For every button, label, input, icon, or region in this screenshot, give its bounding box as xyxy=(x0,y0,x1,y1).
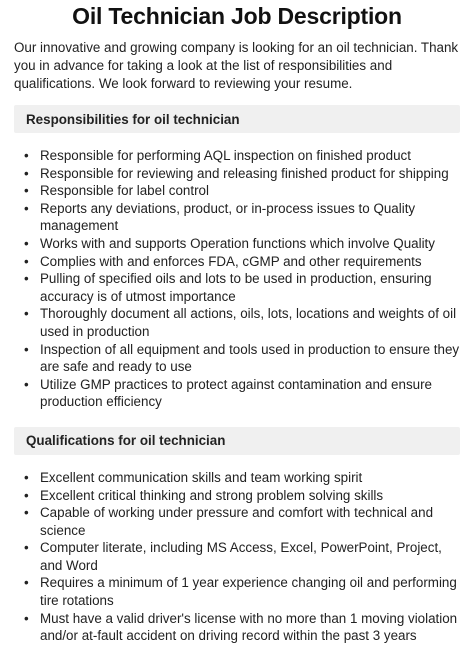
list-item-text: Works with and supports Operation functions which involve Quality xyxy=(40,235,435,251)
bullet-icon: • xyxy=(24,487,29,503)
bullet-icon: • xyxy=(24,376,29,392)
list-item xyxy=(14,305,460,340)
list-item xyxy=(14,341,460,376)
responsibilities-list xyxy=(14,147,460,411)
bullet-icon: • xyxy=(24,183,29,199)
list-item-text: Thoroughly document all actions, oils, lots, locations and weights of oil used in production xyxy=(40,306,457,339)
list-item xyxy=(14,182,460,200)
bullet-icon: • xyxy=(24,469,29,485)
bullet-icon: • xyxy=(24,148,29,163)
list-item-text: Utilize GMP practices to protect against contamination and ensure production efficiency xyxy=(40,376,433,410)
list-item-text: Excellent critical thinking and strong problem solving skills xyxy=(40,487,384,503)
bullet-icon: • xyxy=(24,610,29,626)
intro-paragraph: Our innovative and growing company is looking for an oil technician. Thank you in advance for taking a look at the list of responsibilities and qualifications. We look forward to reviewing your resume. xyxy=(14,40,459,91)
list-item xyxy=(14,469,460,487)
bullet-icon: • xyxy=(24,235,29,251)
bullet-icon: • xyxy=(24,341,29,357)
list-item xyxy=(14,487,460,505)
qualifications-list xyxy=(14,469,460,645)
list-item-text: Capable of working under pressure and comfort with technical and science xyxy=(40,505,434,538)
list-item-text: Requires a minimum of 1 year experience changing oil and performing tire rotations xyxy=(40,575,457,609)
list-item-text: Pulling of specified oils and lots to be used in production, ensuring accuracy is of utmost importance xyxy=(40,271,432,304)
list-item xyxy=(14,574,460,609)
bullet-icon: • xyxy=(24,575,29,591)
bullet-icon: • xyxy=(24,505,29,521)
list-item xyxy=(14,539,460,574)
page-title: Oil Technician Job Description xyxy=(72,3,402,29)
bullet-icon: • xyxy=(24,165,29,181)
qualifications-heading: Qualifications for oil technician xyxy=(14,427,460,455)
list-item-text: Excellent communication skills and team working spirit xyxy=(40,469,363,485)
list-item-text: Responsible for performing AQL inspection on finished product xyxy=(40,148,411,163)
list-item xyxy=(14,376,460,411)
list-item-text: Computer literate, including MS Access, Excel, PowerPoint, Project, and Word xyxy=(40,540,442,573)
list-item xyxy=(14,147,460,165)
list-item xyxy=(14,253,460,271)
list-item-text: Reports any deviations, product, or in-process issues to Quality management xyxy=(40,200,416,234)
list-item xyxy=(14,235,460,253)
bullet-icon: • xyxy=(24,271,29,287)
bullet-icon: • xyxy=(24,306,29,322)
list-item xyxy=(14,165,460,183)
list-item-text: Must have a valid driver's license with no more than 1 moving violation and/or at-fault accident on driving record within the past 3 years xyxy=(40,610,458,644)
responsibilities-heading: Responsibilities for oil technician xyxy=(14,105,460,133)
bullet-icon: • xyxy=(24,253,29,269)
list-item-text: Inspection of all equipment and tools used in production to ensure they are safe and ready to use xyxy=(40,341,460,375)
list-item xyxy=(14,610,460,645)
list-item xyxy=(14,200,460,235)
list-item-text: Responsible for reviewing and releasing finished product for shipping xyxy=(40,165,449,181)
list-item xyxy=(14,504,460,539)
bullet-icon: • xyxy=(24,540,29,556)
list-item-text: Responsible for label control xyxy=(40,183,209,199)
list-item-text: Complies with and enforces FDA, cGMP and other requirements xyxy=(40,253,422,269)
list-item xyxy=(14,270,460,305)
bullet-icon: • xyxy=(24,200,29,216)
